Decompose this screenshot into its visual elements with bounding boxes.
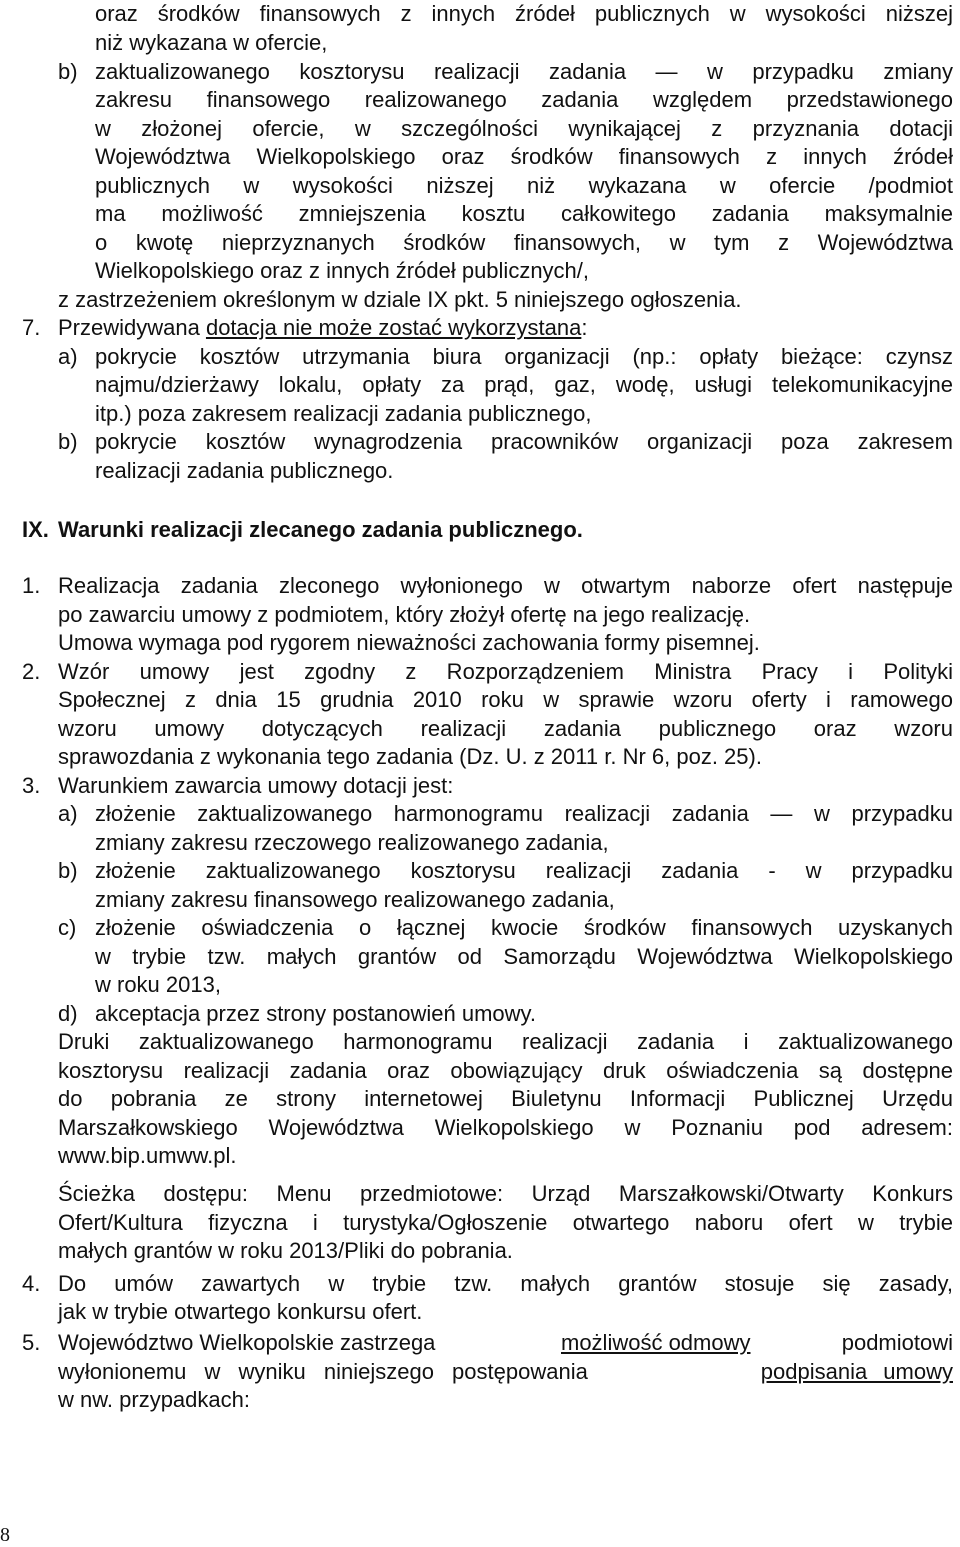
text-line: ma możliwość zmniejszenia kosztu całkowitego zadania maksymalnie (95, 201, 953, 226)
text-line: zmiany zakresu finansowego realizowanego zadania, (95, 887, 615, 912)
list-label: b) (58, 429, 78, 454)
underlined-text: dotacja nie może zostać wykorzystana (205, 315, 582, 340)
section-number: IX. (22, 517, 49, 542)
list-number: 5. (22, 1330, 41, 1355)
text-line: złożenie oświadczenia o łącznej kwocie środków finansowych uzyskanych (95, 915, 953, 940)
list-label: c) (58, 915, 77, 940)
text-line: Realizacja zadania zleconego wyłonionego w otwartym naborze ofert następuje (58, 573, 953, 598)
text-line: złożenie zaktualizowanego harmonogramu realizacji zadania — w przypadku (95, 801, 953, 826)
text-line: o kwotę nieprzyznanych środków finansowych, w tym z Województwa (95, 230, 953, 255)
text-line: zakresu finansowego realizowanego zadania względem przedstawionego (95, 87, 953, 112)
page-number: 8 (0, 1524, 10, 1546)
text-line: Warunkiem zawarcia umowy dotacji jest: (58, 773, 454, 798)
text-line: itp.) poza zakresem realizacji zadania publicznego, (95, 401, 592, 426)
text-line: najmu/dzierżawy lokalu, opłaty za prąd, gaz, wodę, usługi telekomunikacyjne (95, 372, 953, 397)
text-run: : (581, 315, 588, 340)
text-line: Do umów zawartych w trybie tzw. małych grantów stosuje się zasady, (58, 1271, 953, 1296)
list-number: 2. (22, 659, 41, 684)
text-line: www.bip.umww.pl. (58, 1143, 237, 1168)
text-line: w nw. przypadkach: (58, 1387, 250, 1412)
text-run: Przewidywana (58, 315, 206, 340)
text-line: sprawozdania z wykonania tego zadania (Dz. U. z 2011 r. Nr 6, poz. 25). (58, 744, 762, 769)
text-line: Województwa Wielkopolskiego oraz środków finansowych z innych źródeł (95, 144, 953, 169)
text-line: Wzór umowy jest zgodny z Rozporządzeniem Ministra Pracy i Polityki (58, 659, 953, 684)
text-line: do pobrania ze strony internetowej Biuletynu Informacji Publicznej Urzędu (58, 1086, 953, 1111)
text-line: Społecznej z dnia 15 grudnia 2010 roku w sprawie wzoru oferty i ramowego (58, 687, 953, 712)
list-label: d) (58, 1001, 78, 1026)
list-number: 3. (22, 773, 41, 798)
text-line: Wielkopolskiego oraz z innych źródeł publicznych/, (95, 258, 590, 283)
text-line: pokrycie kosztów utrzymania biura organizacji (np.: opłaty bieżące: czynsz (95, 344, 953, 369)
text-line: Ścieżka dostępu: Menu przedmiotowe: Urząd Marszałkowski/Otwarty Konkurs (58, 1181, 953, 1206)
text-line: po zawarciu umowy z podmiotem, który złożył ofertę na jego realizację. (58, 602, 751, 627)
text-line: w złożonej ofercie, w szczególności wynikającej z przyznania dotacji (95, 116, 953, 141)
text-line: Ofert/Kultura fizyczna i turystyka/Ogłoszenie otwartego naboru ofert w trybie (58, 1210, 953, 1235)
text-line: Umowa wymaga pod rygorem nieważności zachowania formy pisemnej. (58, 630, 760, 655)
text-line: realizacji zadania publicznego. (95, 458, 394, 483)
text-line: publicznych w wysokości niższej niż wykazana w ofercie /podmiot (95, 173, 953, 198)
list-number: 1. (22, 573, 41, 598)
text-line: akceptacja przez strony postanowień umowy. (95, 1001, 537, 1026)
list-number: 7. (22, 315, 41, 340)
text-line: niż wykazana w ofercie, (95, 30, 328, 55)
text-line: zaktualizowanego kosztorysu realizacji zadania — w przypadku zmiany (95, 59, 953, 84)
text-line: zmiany zakresu rzeczowego realizowanego zadania, (95, 830, 609, 855)
text-line: w roku 2013, (95, 972, 221, 997)
text-line: jak w trybie otwartego konkursu ofert. (58, 1299, 423, 1324)
text-line: małych grantów w roku 2013/Pliki do pobrania. (58, 1238, 513, 1263)
text-line (58, 314, 587, 342)
text-line: złożenie zaktualizowanego kosztorysu realizacji zadania - w przypadku (95, 858, 953, 883)
text-line: Województwo Wielkopolskie zastrzega (58, 1330, 436, 1355)
section-heading: Warunki realizacji zlecanego zadania publicznego. (58, 517, 583, 542)
text-line: kosztorysu realizacji zadania oraz obowiązujący druk oświadczenia są dostępne (58, 1058, 953, 1083)
text-line: Marszałkowskiego Województwa Wielkopolskiego w Poznaniu pod adresem: (58, 1115, 953, 1140)
list-label: a) (58, 344, 78, 369)
text-line: podmiotowi (841, 1330, 953, 1355)
text-line: z zastrzeżeniem określonym w dziale IX pkt. 5 niniejszego ogłoszenia. (58, 287, 742, 312)
list-label: b) (58, 59, 78, 84)
text-line: w trybie tzw. małych grantów od Samorządu Województwa Wielkopolskiego (95, 944, 953, 969)
text-line: wyłonionemu w wyniku niniejszego postępowania (58, 1359, 588, 1384)
list-label: b) (58, 858, 78, 883)
text-line: Druki zaktualizowanego harmonogramu realizacji zadania i zaktualizowanego (58, 1029, 953, 1054)
text-line: oraz środków finansowych z innych źródeł publicznych w wysokości niższej (95, 1, 953, 26)
underlined-text: podpisania umowy (760, 1359, 953, 1384)
text-line: wzoru umowy dotyczących realizacji zadania publicznego oraz wzoru (58, 716, 953, 741)
underlined-text: możliwość odmowy (561, 1330, 751, 1355)
text-line: pokrycie kosztów wynagrodzenia pracowników organizacji poza zakresem (95, 429, 953, 454)
list-label: a) (58, 801, 78, 826)
list-number: 4. (22, 1271, 41, 1296)
